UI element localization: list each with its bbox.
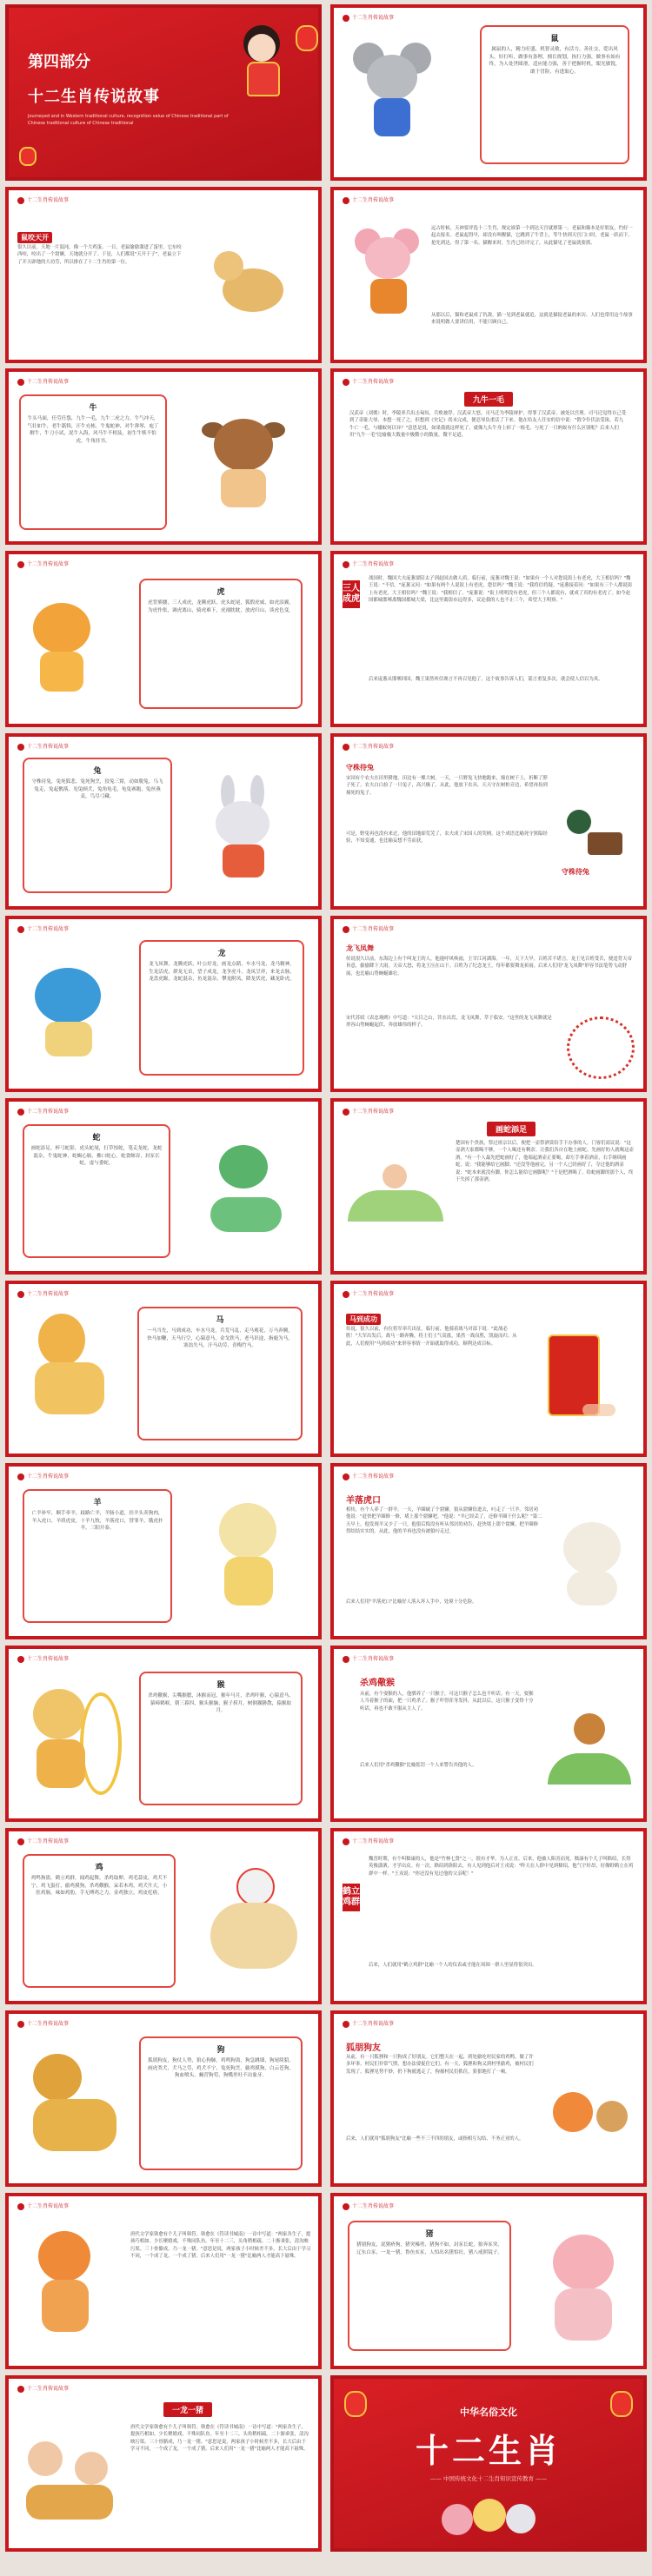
pig-story-heading: 一龙一猪 bbox=[163, 2402, 212, 2417]
rat-legend-text: 远古时候，天神要评选十二生肖，规定谁第一个到达天宫就排第一。老鼠和猫本是好朋友，约好一起去报名。老鼠起得早，却没有叫醒猫，它跳到了牛背上，等牛快到天宫门口时，老鼠一跃而下，抢先到达，得了第一名。猫醒来时，生肖已经评完了，从此猫见了老鼠就要抓。 bbox=[431, 226, 633, 246]
horse-banner-illustration bbox=[539, 1326, 629, 1430]
monkey-tree-illustration bbox=[548, 1701, 631, 1788]
slide-header: 十二生肖传说故事 bbox=[17, 2202, 69, 2210]
rooster-illustration bbox=[202, 1868, 306, 1981]
rat-legend-slide bbox=[330, 187, 647, 363]
children-illustration bbox=[23, 2433, 118, 2528]
goat-card bbox=[23, 1489, 172, 1623]
rabbit-illustration bbox=[210, 775, 280, 879]
goat-title: 羊 bbox=[93, 1499, 102, 1507]
goat-story-slide bbox=[330, 1463, 647, 1639]
slide-header: 十二生肖传说故事 bbox=[17, 1289, 69, 1298]
rat-legend-text2: 从那以后，猫和老鼠成了仇敌，猫一见到老鼠就追，这就是猫捉老鼠的来历。人们也常用这个故事来说明做人要讲信用，不能只顾自己。 bbox=[431, 313, 633, 326]
girl-illustration bbox=[235, 25, 289, 95]
snake-illustration bbox=[207, 1145, 285, 1241]
lantern-icon bbox=[296, 25, 318, 51]
rabbit-text: 守株待兔，兔死狐悲，兔死狗烹，狡兔三窟，动如脱兔，乌飞兔走，兔起鹘落，见兔顾犬，兔角龟毛，龟兔赛跑，兔丝燕麦，鸟尽弓藏。 bbox=[31, 779, 163, 800]
tiger-slide bbox=[5, 551, 322, 727]
tiger-story-heading: 三人成虎 bbox=[343, 580, 360, 608]
slide-header: 十二生肖传说故事 bbox=[17, 924, 69, 933]
rat-story-heading-box bbox=[17, 227, 52, 243]
end-slide bbox=[330, 2375, 647, 2552]
rabbit-story-slide bbox=[330, 733, 647, 910]
rabbit-story-caption: 守株待兔 bbox=[562, 868, 589, 876]
slide-header: 十二生肖传说故事 bbox=[17, 1654, 69, 1663]
slide-header: 十二生肖传说故事 bbox=[343, 195, 394, 204]
slide-header: 十二生肖传说故事 bbox=[343, 1289, 394, 1298]
dragon-story-text2: 宋代苏轼《表忠观碑》中写道："天目之山，苕水出焉，龙飞凤舞，萃于临安。"这里的龙飞凤舞就是形容山势蜿蜒起伏、奔放雄伟的样子。 bbox=[346, 1016, 552, 1029]
horse-story-text: 传说，很久以前，有位将军率兵出征，临行前，他骑着战马对部下说："此战必胜！"大军出发后，战马一路奔腾，将士们士气高涨，果然一战而胜，凯旋而归。从此，人们便用"马到成功"来形容事情一开始就取得成功，顺利达成目标。 bbox=[346, 1327, 517, 1347]
end-title: 十二生肖 bbox=[415, 2432, 562, 2470]
dragon-illustration bbox=[30, 963, 108, 1058]
slide-header: 十二生肖传说故事 bbox=[17, 1107, 69, 1116]
dragon-slide bbox=[5, 916, 322, 1092]
rat-title: 鼠 bbox=[550, 35, 559, 43]
rat-illustration bbox=[214, 242, 292, 329]
rat-card bbox=[480, 25, 629, 164]
slide-header: 十二生肖传说故事 bbox=[17, 1837, 69, 1845]
rabbit-story-text2: 可是，野兔再也没有来过，他的田地却荒芜了，农夫成了宋国人的笑柄。这个成语比喻死守狭隘经验，不知变通，也比喻妄想不劳而获。 bbox=[346, 831, 548, 844]
monkey-story-text2: 后来人们用"杀鸡儆猴"比喻惩罚一个人来警告其他的人。 bbox=[360, 1763, 477, 1768]
monkey-story-slide bbox=[330, 1646, 647, 1822]
horse-text: 一马当先，马到成功，车水马龙，兵荒马乱，走马观花，万马奔腾，快马加鞭，天马行空，心猿意马，金戈铁马，老马识途，指鹿为马，塞翁失马，汗马功劳，青梅竹马。 bbox=[147, 1328, 293, 1349]
slide-header: 十二生肖传说故事 bbox=[343, 1107, 394, 1116]
dragon-text: 龙飞凤舞，龙腾虎跃，叶公好龙，画龙点睛，车水马龙，龙马精神，生龙活虎，群龙无首，望子成龙，龙争虎斗，龙凤呈祥，来龙去脉，龙盘虎踞，龙蛇混杂，鱼龙混杂，攀龙附凤，降龙伏虎，藏龙卧虎。 bbox=[149, 962, 295, 983]
zodiac-animals-illustration bbox=[438, 2492, 539, 2544]
dog-slide bbox=[5, 2010, 322, 2187]
slide-header: 十二生肖传说故事 bbox=[343, 1654, 394, 1663]
slide-header: 十二生肖传说故事 bbox=[343, 742, 394, 751]
rat-story-heading: 鼠咬天开 bbox=[17, 232, 52, 243]
monkey-slide bbox=[5, 1646, 322, 1822]
rabbit-title: 兔 bbox=[93, 767, 102, 776]
slide-header: 十二生肖传说故事 bbox=[17, 2384, 69, 2393]
slide-header: 十二生肖传说故事 bbox=[343, 1837, 394, 1845]
dragon-story-slide bbox=[330, 916, 647, 1092]
rat-text: 属鼠的人，精力旺盛，机智灵敏，有活力，善社交，爱出风头，好打听，做事有条理，擅长规划，执行力强，做事有始有终，为人处世圆滑，适应能力强，善于把握时机，眼光敏锐，敢于冒险，有进取心。 bbox=[489, 47, 621, 75]
slide-header: 十二生肖传说故事 bbox=[343, 2019, 394, 2028]
snake-story-heading-box bbox=[487, 1119, 536, 1136]
ox-text: 牛头马面，任劳任怨，九牛一毛，九牛二虎之力，牛气冲天，气壮如牛，老牛舐犊，汗牛充栋，牛鬼蛇神，对牛弹琴，庖丁解牛，牛刀小试，泥牛入海，风马牛不相及，初生牛犊不怕虎，牛角挂书。 bbox=[27, 416, 159, 444]
dog-story-text2: 后来，人们就用"狐朋狗友"比喻一些不三不四的朋友，或指相互勾结、不务正业的人。 bbox=[346, 2136, 524, 2142]
rat-slide bbox=[330, 4, 647, 181]
tiger-text: 虎背熊腰，三人成虎，龙腾虎跃，虎头蛇尾，狐假虎威，如虎添翼，为虎作伥，调虎离山，骑虎难下，虎视眈眈，放虎归山，谈虎色变。 bbox=[148, 600, 294, 613]
snake-story-slide bbox=[330, 1098, 647, 1275]
rabbit-slide bbox=[5, 733, 322, 910]
ox-slide bbox=[5, 368, 322, 545]
dog-story-heading: 狐朋狗友 bbox=[346, 2043, 381, 2053]
monkey-story-text: 从前，有个耍猴的人，他驯养了一只猴子，可这只猴子怎么也不听话。有一天，耍猴人当着猴子的面，把一只鸡杀了。猴子吓得浑身发抖，从此以后，这只猴子变得十分听话，再也不敢不服从主人了。 bbox=[360, 1692, 534, 1712]
ox-story-slide bbox=[330, 368, 647, 545]
snake-story-heading: 画蛇添足 bbox=[487, 1122, 536, 1136]
rooster-story-slide bbox=[330, 1828, 647, 2004]
cover-subtitle: Journeyed and in Western traditional culture, recognition value of Chinese traditional part of Chinese traditional culture of Chinese traditional bbox=[28, 114, 229, 126]
pig-illustration bbox=[539, 2235, 629, 2348]
pig-story-text-left: 唐代文学家韩愈有个儿子叫韩符。韩愈在《符读书城南》一诗中写道："两家各生子，提孩巧相如。少长聚嬉戏，不殊同队鱼。年至十二三，头角稍相疏。二十渐乖张，清沟映污渠。三十骨骼成，乃一龙一猪。"意思是说，两家孩子小时候差不多，长大后由于学习不同，一个成了龙，一个成了猪。后来人们用"一龙一猪"比喻两人才能高下悬殊。 bbox=[130, 2232, 311, 2260]
cover-part: 第四部分 bbox=[28, 53, 90, 71]
ox-story-heading-box bbox=[334, 389, 643, 407]
goat-illustration bbox=[207, 1503, 290, 1616]
horse-card bbox=[137, 1307, 303, 1440]
dog-card bbox=[139, 2036, 303, 2170]
dragon-card bbox=[139, 940, 304, 1076]
fox-illustration bbox=[30, 2231, 116, 2344]
rat-story-text: 很久以前，天地一片混沌，像一个大鸡蛋。一日，老鼠偷偷溜进了蛋里，它东咬西咬，咬出了一个窟窿，天地就分开了。于是，人们都说"天开于子"，老鼠立下了开天辟地的大功劳，所以排在了十二生肖的第一位。 bbox=[17, 245, 182, 265]
dog-story-slide bbox=[330, 2010, 647, 2187]
slide-header: 十二生肖传说故事 bbox=[17, 377, 69, 386]
tiger-story-text2: 后来庞葱从邯郸回国，魏王果然听信谗言不再召见他了。这个故事告诉人们，谣言重复多次，就会使人信以为真。 bbox=[369, 677, 603, 682]
end-subtitle: —— 中国传统文化十二生肖知识宣传教育 —— bbox=[429, 2475, 548, 2482]
farmer-illustration bbox=[562, 798, 631, 858]
monkey-text: 杀鸡儆猴，尖嘴猴腮，沐猴而冠，猴年马月，杀鸡吓猴，心猿意马，猿啼鹤唳，朝三暮四，猴头猴脑，猴子捞月，树倒猢狲散，猿猴取月。 bbox=[148, 1693, 294, 1714]
tiger-story-slide bbox=[330, 551, 647, 727]
mouse-illustration bbox=[353, 43, 431, 156]
snake-slide bbox=[5, 1098, 322, 1275]
rabbit-story-heading: 守株待兔 bbox=[346, 764, 374, 771]
slide-header: 十二生肖传说故事 bbox=[17, 1472, 69, 1480]
fox-dog-illustration bbox=[549, 2071, 631, 2149]
slide-header: 十二生肖传说故事 bbox=[17, 560, 69, 568]
pig-card bbox=[348, 2221, 511, 2351]
slide-header: 十二生肖传说故事 bbox=[343, 13, 394, 22]
pig-title: 猪 bbox=[425, 2230, 434, 2239]
rooster-card bbox=[23, 1854, 176, 1988]
monkey-card bbox=[139, 1672, 303, 1805]
slide-header: 十二生肖传说故事 bbox=[343, 1472, 394, 1480]
rabbit-story-text: 宋国有个农夫在田里耕地，田边有一棵大树。一天，一只野兔飞快地跑来，撞在树干上，折断了脖子死了。农夫白白捡了一只兔子，高兴极了。从此，他放下农具，天天守在树桩旁边，希望再捡到撞死的兔子。 bbox=[346, 776, 548, 796]
pig-story-slide bbox=[5, 2375, 322, 2552]
pig-story-heading-box bbox=[163, 2400, 212, 2417]
pig-story-text: 唐代文学家韩愈有个儿子叫韩符。韩愈在《符读书城南》一诗中写道："两家各生子，提孩巧相如。少长聚嬉戏，不殊同队鱼。年至十二三，头角稍相疏。二十渐乖张，清沟映污渠。三十骨骼成，乃一龙一猪。"意思是说，两家孩子小时候差不多，长大后由于学习不同，一个成了龙，一个成了猪。后来人们用"一龙一猪"比喻两人才能高下悬殊。 bbox=[130, 2425, 309, 2453]
dog-illustration bbox=[28, 2054, 123, 2158]
horse-story-heading: 马到成功 bbox=[346, 1314, 381, 1325]
snake-story-text: 楚国有个贵族，祭过祖宗以后，便把一壶祭酒赏给手下办事的人。门客们商议说："这壶酒大家都喝不够，一个人喝还有剩余。让我们各自在地上画蛇，先画好的人就喝这壶酒。"有一个人最先把蛇画好了，他端起酒壶正要喝，却左手拿着酒壶，右手继续画蛇，说："我能够给它画脚。"还没等他画完，另一个人已经画好了，夺过他的酒壶说："蛇本来就没有脚，你怎么能给它画脚呢？"于是把酒喝了。给蛇画脚的那个人，终于失掉了那壶酒。 bbox=[456, 1141, 634, 1182]
rat-story-slide bbox=[5, 187, 322, 363]
dragon-title: 龙 bbox=[217, 950, 226, 958]
dog-text: 狐朋狗友，狗仗人势，狼心狗肺，鸡鸣狗盗，狗急跳墙，狗尾续貂，画虎类犬，犬马之劳，鸡犬不宁，兔死狗烹，偷鸡摸狗，白云苍狗，狗血喷头，蝇营狗苟，狗嘴里吐不出象牙。 bbox=[148, 2058, 294, 2079]
pig-text: 猪朋狗友，泥猪疥狗，猪突豨勇，猪狗不如，封豕长蛇，狼奔豕突，辽东白豕，一龙一猪，鲁鱼亥豕，人怕出名猪怕壮，猪八戒照镜子。 bbox=[356, 2242, 502, 2255]
pig-slide bbox=[330, 2193, 647, 2369]
snake-text: 画蛇添足，杯弓蛇影，虎头蛇尾，打草惊蛇，笔走龙蛇，龙蛇混杂，牛鬼蛇神，蛇蝎心肠，佛口蛇心，蛇食鲸吞，封豕长蛇，虚与委蛇。 bbox=[30, 1146, 163, 1167]
monkey-story-heading: 杀鸡儆猴 bbox=[360, 1679, 395, 1688]
cover-slide bbox=[5, 4, 322, 181]
end-top: 中华名俗文化 bbox=[460, 2407, 517, 2418]
dragon-story-text: 传说很久以前，东海边上有个叫龙王的人，他能呼风唤雨，主宰江河湖海。一年，天下大旱，百姓苦不堪言。龙王见百姓受苦，便违背天帝旨意，偷偷降下大雨。天帝大怒，将龙王压在山下。百姓为了纪念龙王，每年都要舞龙祈雨。后来人们用"龙飞凤舞"形容书法笔势飞动舒展，也比喻山势蜿蜒雄壮。 bbox=[346, 957, 632, 977]
slide-header: 十二生肖传说故事 bbox=[17, 742, 69, 751]
dog-title: 狗 bbox=[216, 2046, 225, 2055]
goat-story-text2: 后来人们用"羊落虎口"比喻好人落入坏人手中，处境十分危险。 bbox=[346, 1599, 477, 1605]
ox-story-text: 汉武帝（刘彻）时，李陵率兵出击匈奴，兵败被俘。汉武帝大怒，司马迁为李陵辩护，得罪了汉武帝，被处以宫刑。司马迁觉得自己受到了奇耻大辱，本想一死了之，但想到《史记》尚未完成，便忍辱负重活了下来。他在给友人任安的信中说："假令仆伏法受诛，若九牛亡一毛，与蝼蚁何以异？"意思是说，如果我就这样死了，就像九头牛身上掉了一根毛，与死了一只蚂蚁有什么区别呢？后来人们用"九牛一毛"比喻极大数量中极微小的数量，微不足道。 bbox=[349, 411, 627, 439]
horse-title: 马 bbox=[216, 1316, 224, 1325]
rooster-text: 鸡鸣狗盗，鹤立鸡群，闻鸡起舞，杀鸡取卵，鸡毛蒜皮，鸡犬不宁，鸡飞蛋打，偷鸡摸狗，杀鸡儆猴，呆若木鸡，鸡犬升天，小肚鸡肠，味如鸡肋，手无缚鸡之力，金鸡独立，鸡皮疙瘩。 bbox=[30, 1876, 168, 1897]
horse-story-heading-box bbox=[346, 1308, 381, 1325]
snake-title: 蛇 bbox=[92, 1134, 101, 1142]
dragon-story-heading: 龙飞凤舞 bbox=[346, 944, 374, 952]
rooster-story-text2: 后来，人们就用"鹤立鸡群"比喻一个人的仪表或才能在周围一群人里显得很突出。 bbox=[369, 1963, 537, 1968]
ox-title: 牛 bbox=[89, 404, 97, 413]
slide-header: 十二生肖传说故事 bbox=[17, 2019, 69, 2028]
tiger-illustration bbox=[28, 603, 97, 699]
goat-text: 亡羊补牢，顺手牵羊，歧路亡羊，羊肠小道，挂羊头卖狗肉，羊入虎口，羊质虎皮，十羊九牧，羊落虎口，替罪羊，饿虎扑羊，三阳开泰。 bbox=[31, 1511, 163, 1532]
monkey-title: 猴 bbox=[216, 1681, 225, 1690]
horse-slide bbox=[5, 1281, 322, 1457]
horse-illustration bbox=[28, 1314, 115, 1435]
ox-card bbox=[19, 394, 167, 530]
ox-illustration bbox=[202, 415, 285, 511]
slide-header: 十二生肖传说故事 bbox=[343, 560, 394, 568]
goat-slide bbox=[5, 1463, 322, 1639]
monkey-illustration bbox=[28, 1684, 123, 1797]
fox-slide bbox=[5, 2193, 322, 2369]
snake-card bbox=[23, 1124, 170, 1258]
slide-header: 十二生肖传说故事 bbox=[343, 924, 394, 933]
lantern-icon bbox=[19, 147, 37, 166]
paper-cut-dragon-icon bbox=[567, 1016, 635, 1079]
goat-story-heading: 羊落虎口 bbox=[346, 1496, 381, 1506]
slide-header: 十二生肖传说故事 bbox=[17, 195, 69, 204]
slide-header: 十二生肖传说故事 bbox=[343, 377, 394, 386]
rooster-story-heading: 鹤立鸡群 bbox=[343, 1884, 360, 1911]
goat-story-text: 相传，有个人养了一群羊。一天，羊圈破了个窟窿，狼从窟窿钻进去，叼走了一只羊。邻居劝他说："赶快把羊圈修一修，堵上那个窟窿吧。"他说："羊已经丢了，还修羊圈干什么呢？"第二天早上，他发现羊又少了一只。他很后悔没有听从邻居的劝告，赶快堵上那个窟窿，把羊圈修得结结实实的。从此，他的羊再也没有被狼叼走过。 bbox=[346, 1507, 542, 1535]
pink-mouse-illustration bbox=[355, 228, 424, 324]
rooster-story-text: 魏晋时期，有个叫嵇康的人，他是"竹林七贤"之一，很有才华，为人正直。后来，他被人陷害而死。嵇康有个儿子叫嵇绍，长得英俊潇洒，才学出众。有一次，嵇绍到洛阳去，有人见到他后对王戎说："昨天在人群中见到嵇绍，他气宇轩昂，好像野鹤立在鸡群中一样。"王戎说："你还没有见过他的父亲呢！" bbox=[369, 1857, 634, 1877]
horse-story-slide bbox=[330, 1281, 647, 1457]
cover-title: 十二生肖传说故事 bbox=[28, 88, 160, 106]
dog-story-text: 从前，有一只狐狸和一只狗成了好朋友。它们整天在一起，到处偷吃村民家的鸡鸭，做了许多坏事。村民们非常气愤，想办法要捉住它们。有一天，狐狸和狗又到村里偷鸡，被村民们发现了。狐狸见势不妙，扔下狗就逃走了，狗被村民们抓住，狠狠地打了一顿。 bbox=[346, 2055, 534, 2075]
ox-story-heading: 九牛一毛 bbox=[464, 392, 513, 407]
painting-boy-illustration bbox=[348, 1156, 443, 1225]
slide-header: 十二生肖传说故事 bbox=[343, 2202, 394, 2210]
rabbit-card bbox=[23, 758, 172, 893]
tiger-story-text: 战国时，魏国大夫庞葱要陪太子到赵国去做人质。临行前，庞葱对魏王说："如果有一个人对您说街上有老虎，大王相信吗？"魏王说："不信。"庞葱又问："如果有两个人说街上有老虎，您信吗？"魏王说："我将信将疑。"庞葱接着问："如果有三个人都说街上有老虎，大王相信吗？"魏王说："我相信了。"庞葱说："街上明明没有老虎，但三个人都说有，就成了真的有老虎了。如今赵国都城邯郸离魏国都城大梁，比这里离街市远得多，议论我的人也不止三个，希望大王明察。" bbox=[369, 576, 633, 604]
tiger-title: 虎 bbox=[216, 588, 225, 597]
rooster-slide bbox=[5, 1828, 322, 2004]
rooster-title: 鸡 bbox=[95, 1864, 103, 1872]
sheep-illustration bbox=[555, 1513, 629, 1609]
tiger-card bbox=[139, 579, 303, 709]
